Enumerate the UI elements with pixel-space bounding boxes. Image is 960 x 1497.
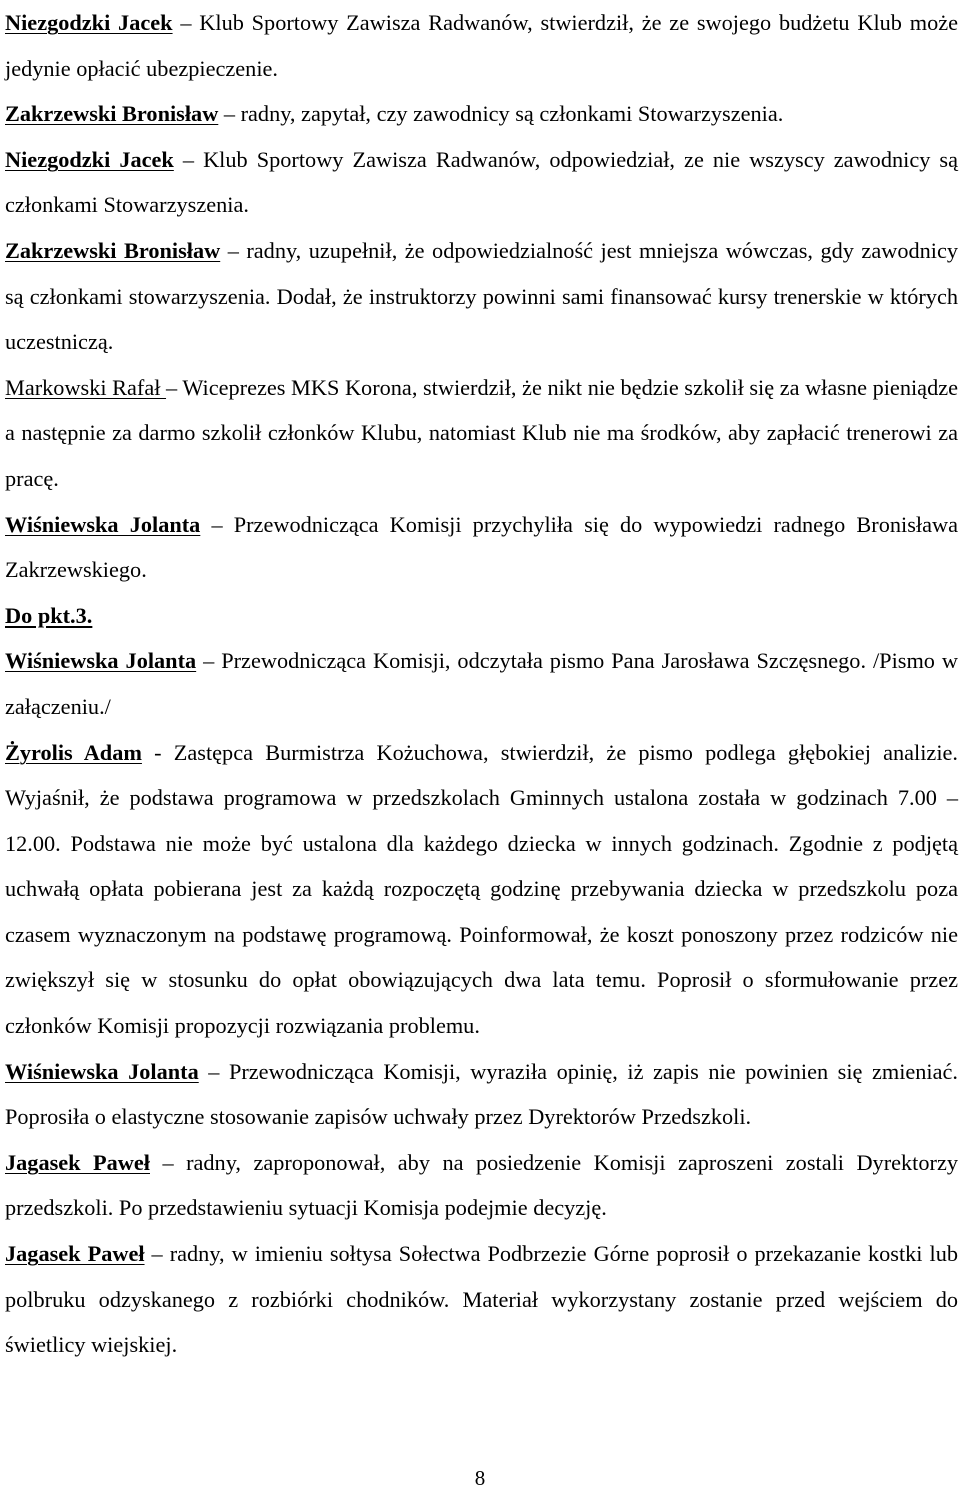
speaker-name: Markowski Rafał <box>5 374 167 400</box>
paragraph-text: – Klub Sportowy Zawisza Radwanów, stwierdził, że ze swojego budżetu Klub może jedynie opłacić ubezpieczenie. <box>5 10 959 81</box>
paragraph-text: – Klub Sportowy Zawisza Radwanów, odpowiedział, ze nie wszyscy zawodnicy są członkami Stowarzyszenia. <box>5 146 958 218</box>
speaker-name: Jagasek Paweł <box>5 1149 150 1175</box>
paragraph-zakrzewski-2 <box>5 228 958 365</box>
paragraph-text: – Przewodnicząca Komisji, odczytała pismo Pana Jarosława Szczęsnego. /Pismo w załączeniu./ <box>5 648 958 719</box>
paragraph-wisniewska-2 <box>5 638 958 729</box>
paragraph-zyrolis <box>5 730 958 1049</box>
paragraph-jagasek-1 <box>5 1140 958 1231</box>
section-heading: Do pkt.3. <box>5 602 93 628</box>
paragraph-zakrzewski-1 <box>5 91 958 137</box>
paragraph-text: – Wiceprezes MKS Korona, stwierdził, że nikt nie będzie szkolił się za własne pieniądze a następnie za darmo szkolił członków Klubu, natomiast Klub nie ma środków, aby zapłacić trenerowi za pracę. <box>5 374 959 491</box>
paragraph-text: – radny, w imieniu sołtysa Sołectwa Podbrzezie Górne poprosił o przekazanie kostki lub polbruku odzyskanego z rozbiórki chodników. Materiał wykorzystany zostanie przed wejściem do świetlicy wiejskiej. <box>5 1241 958 1358</box>
speaker-name: Zakrzewski Bronisław <box>5 101 219 127</box>
speaker-name: Wiśniewska Jolanta <box>5 648 197 674</box>
paragraph-text: – radny, zaproponował, aby na posiedzenie Komisji zaproszeni zostali Dyrektorzy przedszkoli. Po przedstawieniu sytuacji Komisja podejmie decyzję. <box>5 1149 958 1221</box>
paragraph-markowski <box>5 365 958 502</box>
speaker-name: Niezgodzki Jacek <box>5 10 173 35</box>
paragraph-wisniewska-1 <box>5 502 958 593</box>
paragraph-jagasek-2 <box>5 1231 958 1368</box>
speaker-name: Jagasek Paweł <box>5 1241 145 1267</box>
speaker-name: Żyrolis Adam <box>5 739 142 765</box>
paragraph-text: – Przewodnicząca Komisji, wyraziła opinię, iż zapis nie powinien się zmieniać. Poprosiła o elastyczne stosowanie zapisów uchwały przez Dyrektorów Przedszkoli. <box>5 1058 958 1130</box>
speaker-name: Wiśniewska Jolanta <box>5 511 201 537</box>
speaker-name: Zakrzewski Bronisław <box>5 237 221 263</box>
paragraph-text: – Przewodnicząca Komisji przychyliła się do wypowiedzi radnego Bronisława Zakrzewskiego. <box>5 511 958 583</box>
paragraph-text: – radny, zapytał, czy zawodnicy są członkami Stowarzyszenia. <box>218 101 784 127</box>
speaker-name: Wiśniewska Jolanta <box>5 1058 199 1084</box>
speaker-name: Niezgodzki Jacek <box>5 146 174 172</box>
paragraph-niezgodzki-2 <box>5 137 958 228</box>
page-number: 8 <box>474 1466 486 1490</box>
paragraph-text: – radny, uzupełnił, że odpowiedzialność jest mniejsza wówczas, gdy zawodnicy są członkami stowarzyszenia. Dodał, że instruktorzy powinni sami finansować kursy trenerskie w których uczestniczą. <box>5 237 959 355</box>
paragraph-niezgodzki-1 <box>5 0 958 91</box>
paragraph-wisniewska-3 <box>5 1049 958 1140</box>
document-page <box>5 0 958 1368</box>
paragraph-text: - Zastępca Burmistrza Kożuchowa, stwierdził, że pismo podlega głębokiej analizie. Wyjaśnił, że podstawa programowa w przedszkolach Gminnych ustalona została w godzinach 7.00 – 12.00. Podstawa nie może być ustalona dla każdego dziecka w innych godzinach. Zgodnie z podjętą uchwałą opłata pobierana jest za każdą rozpoczętą godzinę przebywania dziecka w przedszkolu poza czasem wyznaczonym na podstawę programową. Poinformował, że koszt ponoszony przez rodziców nie zwiększył się w stosunku do opłat obowiązujących dwa lata temu. Poprosił o sformułowanie przez członków Komisji propozycji rozwiązania problemu. <box>5 739 958 1039</box>
